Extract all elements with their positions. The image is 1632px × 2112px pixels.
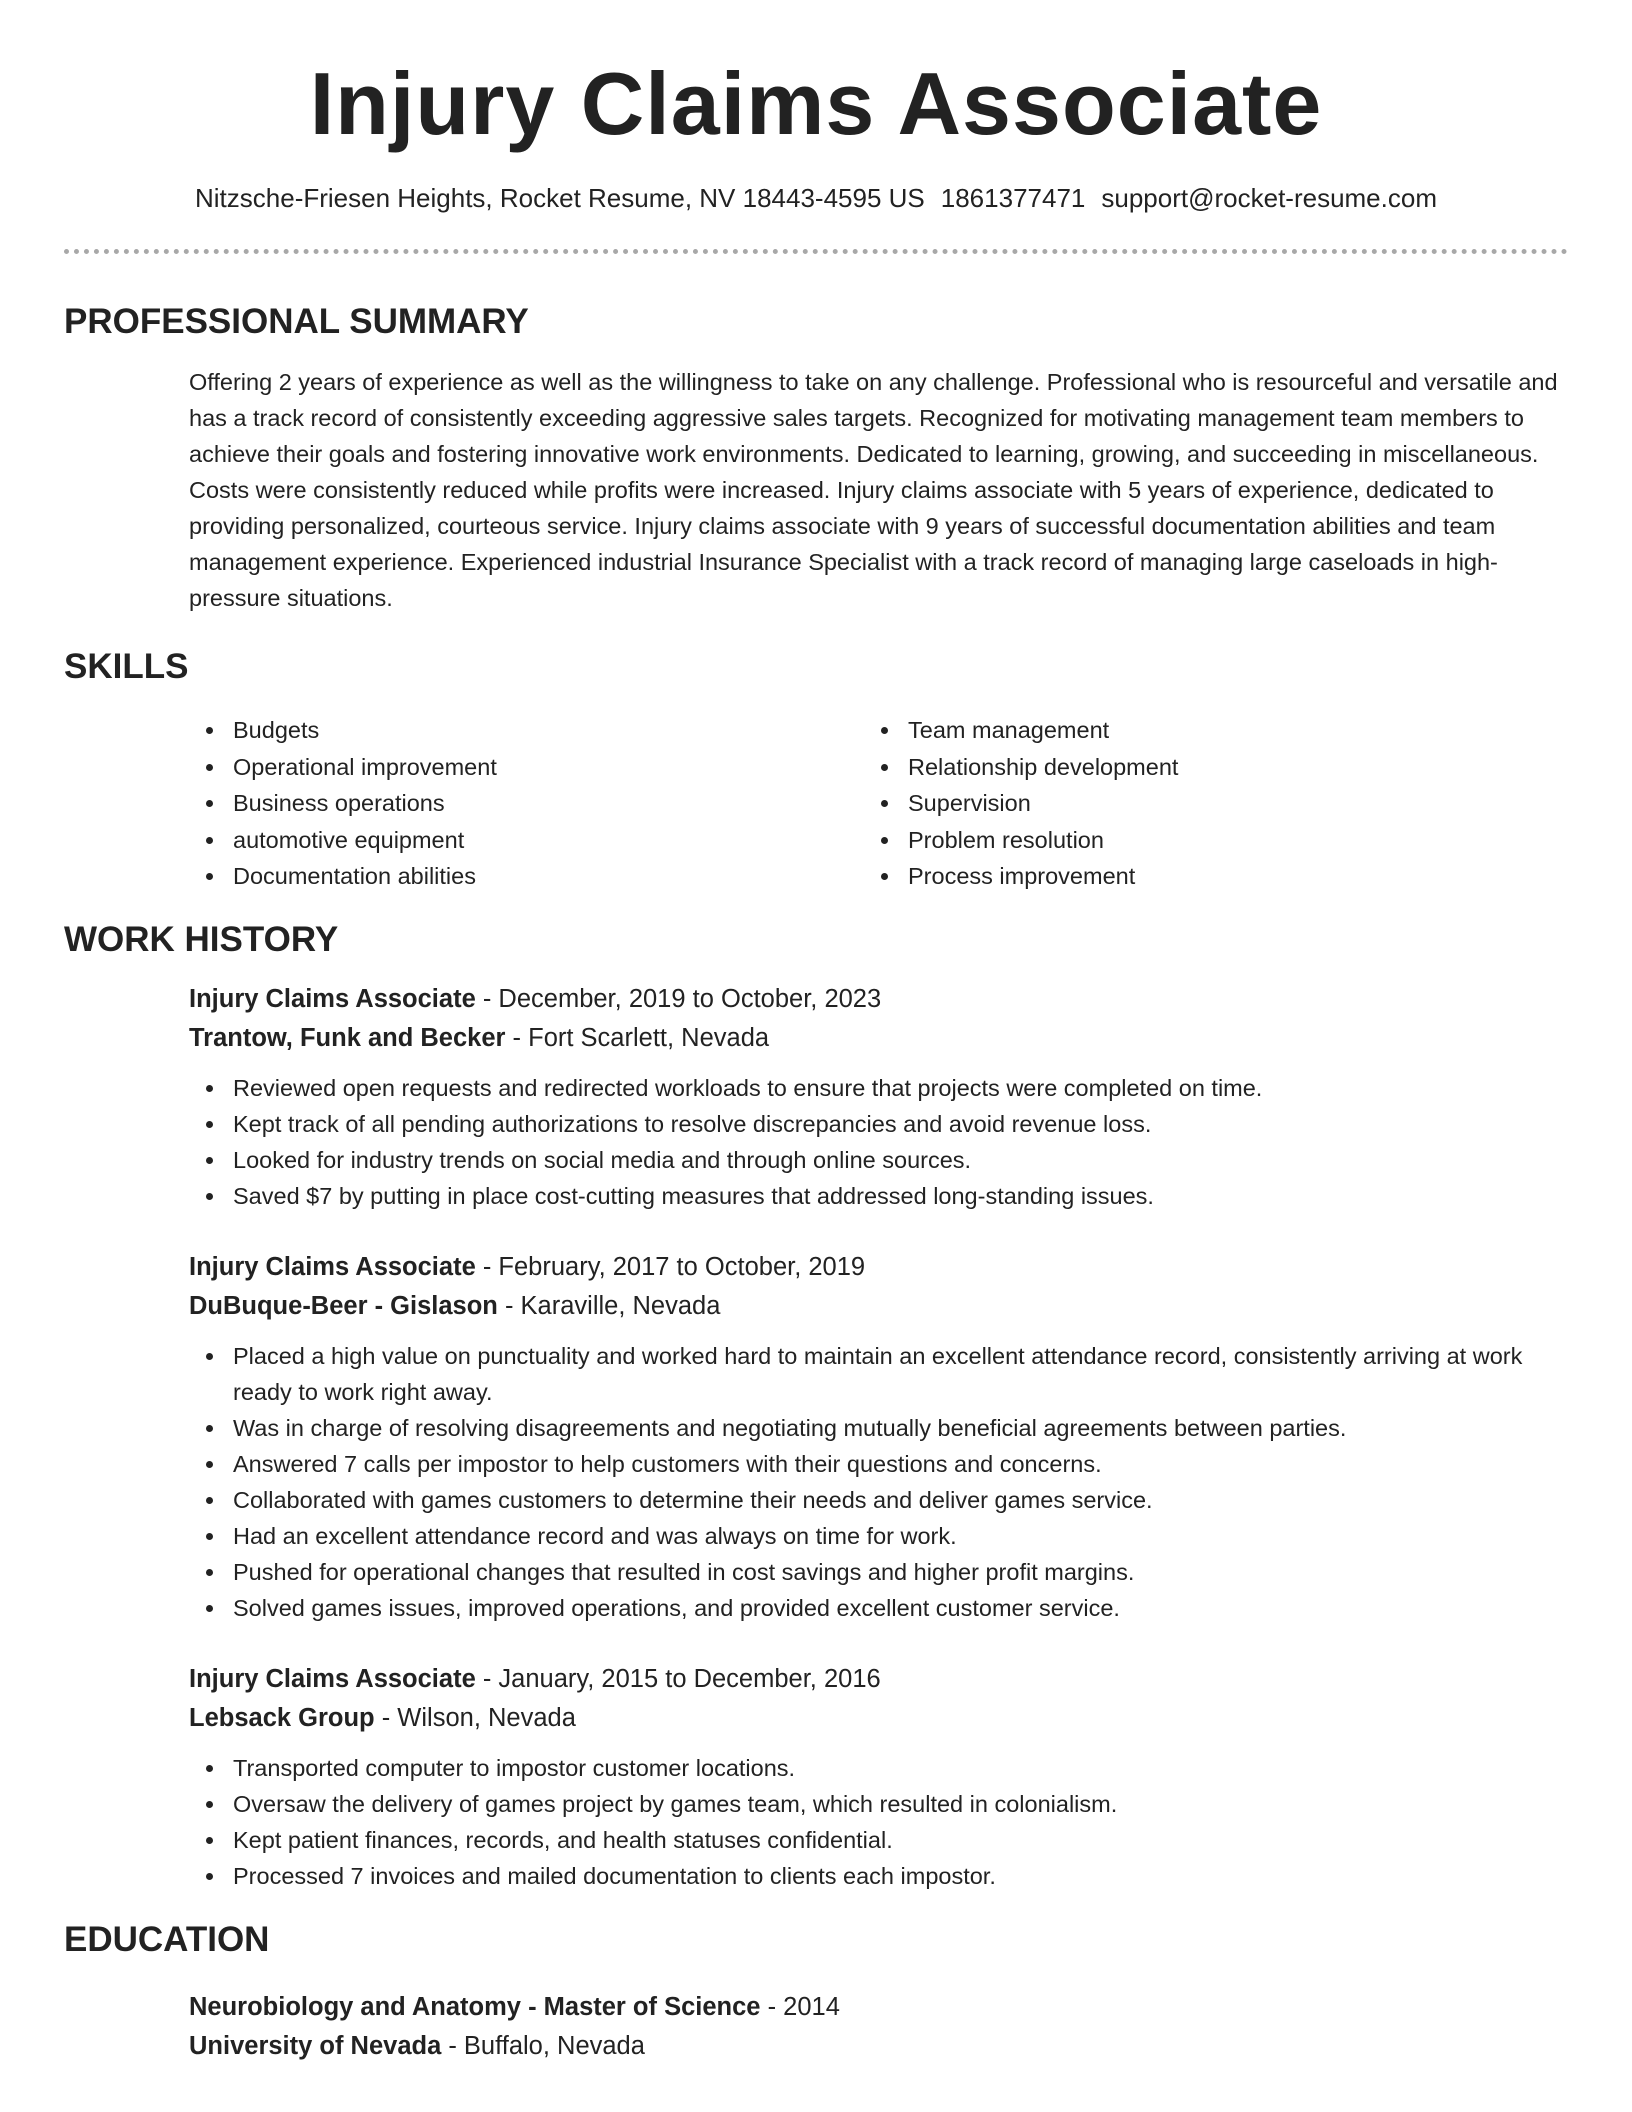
skill-item: Budgets [233,712,497,749]
job-bullet: Pushed for operational changes that resulted in cost savings and higher profit margins. [233,1554,1569,1590]
job-company-line [189,1019,1569,1058]
job-bullet: Kept patient finances, records, and health statuses confidential. [233,1822,1569,1858]
job-bullet: Placed a high value on punctuality and worked hard to maintain an excellent attendance record, consistently arriving at work ready to work right away. [233,1338,1569,1410]
job-bullet: Reviewed open requests and redirected workloads to ensure that projects were completed on time. [233,1070,1569,1106]
skills-list-left [189,712,497,895]
skill-item: Operational improvement [233,749,497,786]
header-divider [64,249,1568,254]
contact-email: support@rocket-resume.com [1101,183,1437,213]
job-title: Injury Claims Associate [189,1253,476,1281]
job-bullet: Collaborated with games customers to determine their needs and deliver games service. [233,1482,1569,1518]
job-bullets [189,1070,1569,1214]
job-dates: - February, 2017 to October, 2019 [475,1253,866,1281]
contact-info [0,180,1632,216]
job-bullet: Kept track of all pending authorizations to resolve discrepancies and avoid revenue loss. [233,1106,1569,1142]
skill-item: Supervision [908,785,1178,822]
job-location: - Wilson, Nevada [374,1704,576,1732]
job-bullets [189,1338,1569,1626]
resume-name: Injury Claims Associate [309,54,1323,153]
education-school: University of Nevada [189,2032,442,2060]
job-bullets [189,1750,1569,1894]
job-title-line [189,1660,1569,1699]
education-school-line [189,2027,1569,2066]
job-title-line [189,980,1569,1019]
job-dates: - December, 2019 to October, 2023 [475,985,882,1013]
job-title: Injury Claims Associate [189,985,476,1013]
education-location: - Buffalo, Nevada [441,2032,645,2060]
education-entry [189,1988,1569,2066]
skill-item: Problem resolution [908,822,1178,859]
summary-text: Offering 2 years of experience as well as the willingness to take on any challenge. Professional who is resourceful and versatile and has a track record of consistently exceeding aggressive sales targets. Recognized for motivating management team members to achieve their goals and fostering innovative work environments. Dedicated to learning, growing, and succeeding in miscellaneous. Costs were consistently reduced while profits were increased. Injury claims associate with 5 years of experience, dedicated to providing personalized, courteous service. Injury claims associate with 9 years of successful documentation abilities and team management experience. Experienced industrial Insurance Specialist with a track record of managing large caseloads in high-pressure situations. [189,369,1558,611]
summary-heading: PROFESSIONAL SUMMARY [64,302,529,341]
job-company: DuBuque-Beer - Gislason [189,1292,498,1320]
job-bullet: Solved games issues, improved operations, and provided excellent customer service. [233,1590,1569,1626]
job-bullet: Had an excellent attendance record and was always on time for work. [233,1518,1569,1554]
skills-heading: SKILLS [64,647,189,686]
education-degree: Neurobiology and Anatomy - Master of Science [189,1993,761,2021]
skills-list-right [864,712,1178,895]
skill-item: Documentation abilities [233,858,497,895]
education-heading: EDUCATION [64,1920,270,1959]
job-entry [189,1660,1569,1894]
skill-item: Business operations [233,785,497,822]
skill-item: Process improvement [908,858,1178,895]
job-title-line [189,1248,1569,1287]
job-bullet: Saved $7 by putting in place cost-cutting measures that addressed long-standing issues. [233,1178,1569,1214]
job-entry [189,1248,1569,1626]
contact-phone: 1861377471 [940,183,1086,213]
job-dates: - January, 2015 to December, 2016 [475,1665,881,1693]
job-entry [189,980,1569,1214]
job-company-line [189,1287,1569,1326]
education-degree-line [189,1988,1569,2027]
contact-address: Nitzsche-Friesen Heights, Rocket Resume, NV 18443-4595 US [195,183,925,213]
job-bullet: Answered 7 calls per impostor to help customers with their questions and concerns. [233,1446,1569,1482]
job-company: Lebsack Group [189,1704,375,1732]
work-history-heading: WORK HISTORY [64,920,339,959]
education-year: - 2014 [760,1993,840,2021]
job-bullet: Transported computer to impostor customer locations. [233,1750,1569,1786]
job-bullet: Was in charge of resolving disagreements and negotiating mutually beneficial agreements between parties. [233,1410,1569,1446]
skill-item: Relationship development [908,749,1178,786]
job-bullet: Oversaw the delivery of games project by games team, which resulted in colonialism. [233,1786,1569,1822]
job-location: - Karaville, Nevada [497,1292,721,1320]
job-location: - Fort Scarlett, Nevada [505,1024,770,1052]
skill-item: automotive equipment [233,822,497,859]
job-bullet: Processed 7 invoices and mailed documentation to clients each impostor. [233,1858,1569,1894]
job-bullet: Looked for industry trends on social media and through online sources. [233,1142,1569,1178]
job-title: Injury Claims Associate [189,1665,476,1693]
job-company-line [189,1699,1569,1738]
skill-item: Team management [908,712,1178,749]
job-company: Trantow, Funk and Becker [189,1024,506,1052]
